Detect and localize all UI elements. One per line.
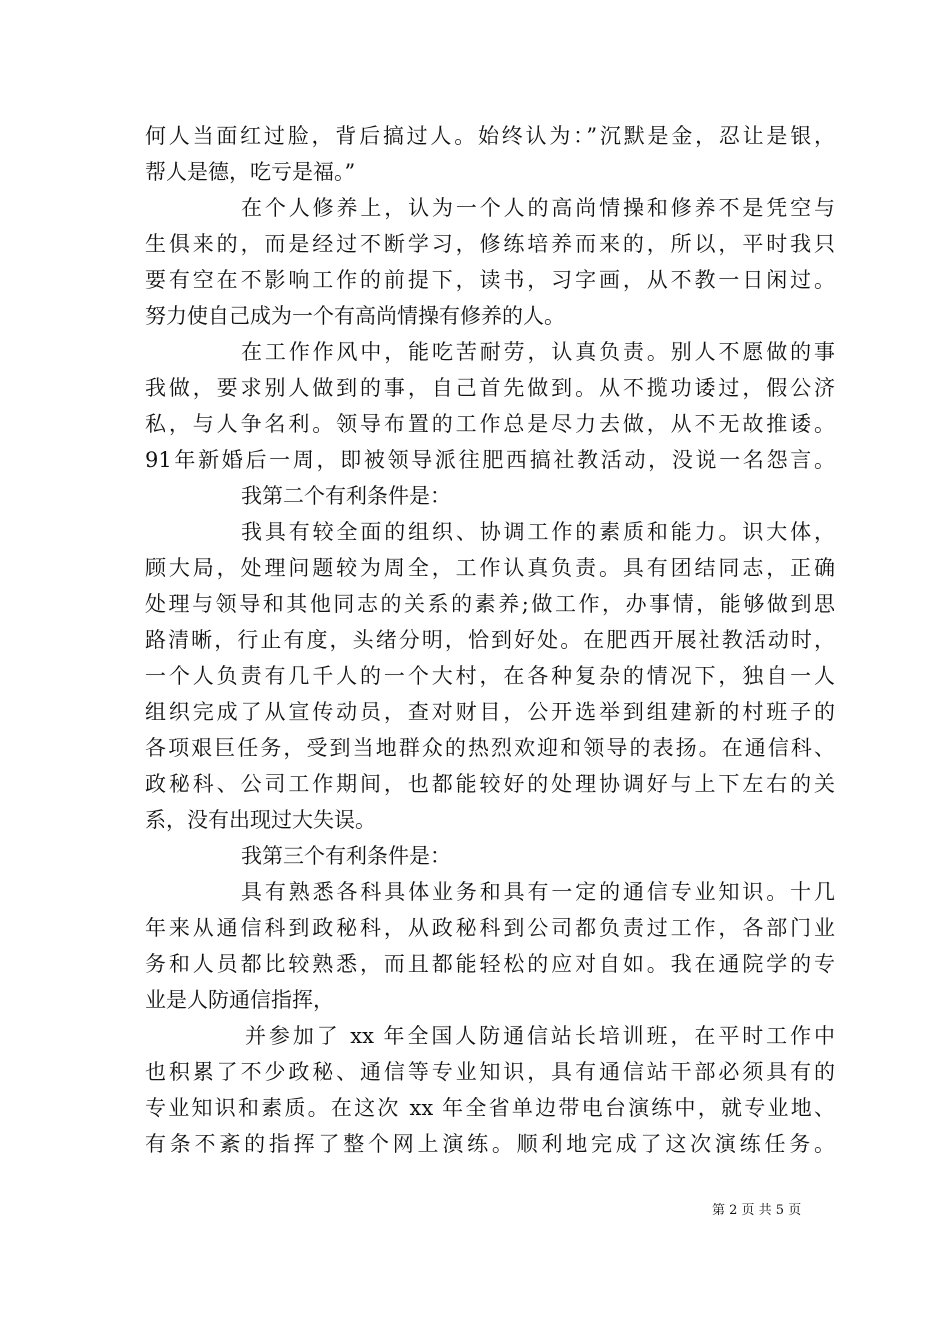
text-line: 年来从通信科到政秘科，从政秘科到公司都负责过工作，各部门业 bbox=[145, 916, 835, 940]
text-line: 努力使自己成为一个有高尚情操有修养的人。 bbox=[145, 304, 565, 328]
text-line: 要有空在不影响工作的前提下，读书，习字画，从不教一日闲过。 bbox=[145, 268, 835, 292]
body-text bbox=[145, 118, 835, 1162]
text-line: 专业知识和素质。在这次 xx 年全省单边带电台演练中，就专业地、 bbox=[145, 1096, 835, 1120]
text-line: 政秘科、公司工作期间，也都能较好的处理协调好与上下左右的关 bbox=[145, 772, 835, 796]
text-line: 业是人防通信指挥， bbox=[145, 988, 334, 1012]
text-line: 一个人负责有几千人的一个大村，在各种复杂的情况下，独自一人 bbox=[145, 664, 835, 688]
text-line: 在个人修养上，认为一个人的高尚情操和修养不是凭空与 bbox=[241, 196, 835, 220]
text-line: 有条不紊的指挥了整个网上演练。顺利地完成了这次演练任务。 bbox=[145, 1132, 835, 1156]
text-line: 帮人是德，吃亏是福。” bbox=[145, 160, 356, 184]
text-line: 在工作作风中，能吃苦耐劳，认真负责。别人不愿做的事 bbox=[241, 340, 835, 364]
page-footer: 第 2 页 共 5 页 bbox=[712, 1203, 802, 1218]
text-line: 我具有较全面的组织、协调工作的素质和能力。识大体， bbox=[241, 520, 835, 544]
text-line: 生俱来的，而是经过不断学习，修练培养而来的，所以，平时我只 bbox=[145, 232, 835, 256]
text-line: 何人当面红过脸，背后搞过人。始终认为：”沉默是金，忍让是银， bbox=[145, 124, 835, 148]
text-line: 也积累了不少政秘、通信等专业知识，具有通信站干部必须具有的 bbox=[145, 1060, 835, 1084]
text-line: 91年新婚后一周，即被领导派往肥西搞社教活动，没说一名怨言。 bbox=[145, 448, 835, 472]
text-line: 路清晰，行止有度，头绪分明，恰到好处。在肥西开展社教活动时， bbox=[145, 628, 835, 652]
text-line: 组织完成了从宣传动员，查对财目，公开选举到组建新的村班子的 bbox=[145, 700, 835, 724]
text-line: 我第二个有利条件是： bbox=[241, 484, 451, 508]
text-line: 处理与领导和其他同志的关系的素养;做工作，办事情，能够做到思 bbox=[145, 592, 835, 616]
text-line: 系，没有出现过大失误。 bbox=[145, 808, 376, 832]
text-line: 并参加了 xx 年全国人防通信站长培训班，在平时工作中 bbox=[245, 1024, 835, 1048]
text-line: 我第三个有利条件是： bbox=[241, 844, 451, 868]
text-line: 我做，要求别人做到的事，自己首先做到。从不揽功诿过，假公济 bbox=[145, 376, 835, 400]
text-line: 私，与人争名利。领导布置的工作总是尽力去做，从不无故推诿。 bbox=[145, 412, 835, 436]
text-line: 具有熟悉各科具体业务和具有一定的通信专业知识。十几 bbox=[241, 880, 835, 904]
text-line: 各项艰巨任务，受到当地群众的热烈欢迎和领导的表扬。在通信科、 bbox=[145, 736, 835, 760]
text-line: 务和人员都比较熟悉，而且都能轻松的应对自如。我在通院学的专 bbox=[145, 952, 835, 976]
text-line: 顾大局，处理问题较为周全，工作认真负责。具有团结同志，正确 bbox=[145, 556, 835, 580]
